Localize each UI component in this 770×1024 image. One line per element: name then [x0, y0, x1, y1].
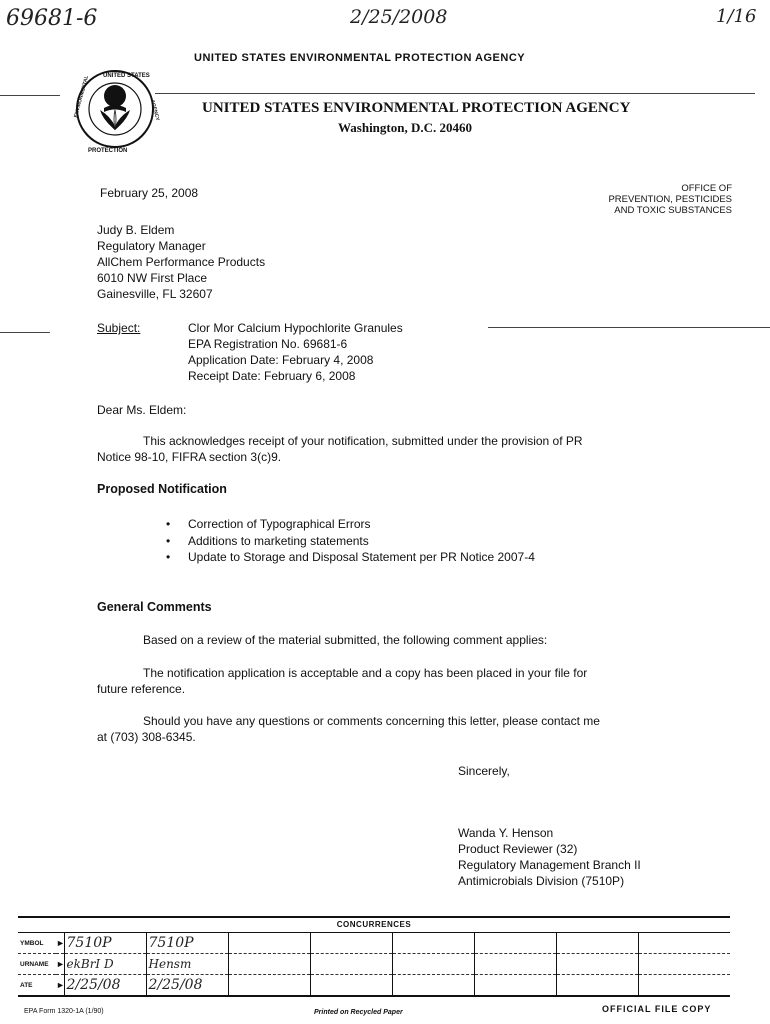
date-cell [228, 975, 310, 997]
scan-line [0, 332, 50, 333]
official-file-copy: OFFICIAL FILE COPY [602, 1004, 712, 1014]
concurrence-row-date [18, 975, 730, 997]
recipient-line: AllChem Performance Products [97, 255, 266, 269]
surname-cell [228, 954, 310, 975]
office-line: PREVENTION, PESTICIDES [608, 194, 732, 205]
concurrence-row-symbol [18, 933, 730, 954]
handwritten-date: 2/25/2008 [350, 6, 448, 28]
intro-line-continued: Notice 98-10, FIFRA section 3(c)9. [97, 450, 282, 464]
surname-cell [146, 954, 228, 975]
office-line: OFFICE OF [681, 183, 732, 194]
surname-cell [64, 954, 146, 975]
seal-text-top: UNITED STATES [103, 73, 150, 79]
office-line: AND TOXIC SUBSTANCES [614, 205, 732, 216]
general-comments-heading: General Comments [97, 600, 212, 614]
arrow-icon: ► [56, 933, 64, 954]
comment-paragraph-2-continued: future reference. [97, 682, 186, 696]
comment-paragraph-1: Based on a review of the material submitted, the following comment applies: [143, 633, 548, 647]
bullet-item: • Correction of Typographical Errors [166, 516, 535, 533]
date-value: 2/25/08 [148, 977, 203, 993]
recipient-line: Regulatory Manager [97, 239, 206, 253]
letterhead-city: Washington, D.C. 20460 [338, 120, 472, 135]
surname-cell [392, 954, 474, 975]
date-cell [310, 975, 392, 997]
letter-date: February 25, 2008 [100, 186, 199, 200]
seal-text-left: ENVIRONMENTAL [73, 75, 91, 119]
row-label-symbol: YMBOL [18, 933, 56, 954]
recycled-paper-note: Printed on Recycled Paper [314, 1009, 403, 1016]
closing: Sincerely, [458, 764, 510, 778]
recipient-line: Gainesville, FL 32607 [97, 287, 213, 301]
date-value: 2/25/08 [66, 977, 121, 993]
symbol-cell [64, 933, 146, 954]
symbol-cell [638, 933, 730, 954]
date-cell [64, 975, 146, 997]
signature-block [458, 825, 641, 889]
seal-text-right: AGENCY [149, 99, 161, 122]
symbol-cell [310, 933, 392, 954]
symbol-cell [146, 933, 228, 954]
arrow-icon: ► [56, 954, 64, 975]
scan-line [155, 93, 755, 94]
scan-line [0, 95, 60, 96]
scan-line [488, 327, 770, 328]
concurrences-title: CONCURRENCES [18, 916, 730, 933]
date-cell [638, 975, 730, 997]
subject-line: Receipt Date: February 6, 2008 [188, 369, 356, 383]
symbol-cell [556, 933, 638, 954]
surname-cell [474, 954, 556, 975]
concurrences-table [18, 916, 730, 997]
concurrence-row-surname [18, 954, 730, 975]
notification-bullet-list [166, 516, 535, 566]
date-cell [556, 975, 638, 997]
symbol-cell [228, 933, 310, 954]
surname-cell [638, 954, 730, 975]
seal-text-bottom: PROTECTION [88, 148, 128, 154]
proposed-notification-heading: Proposed Notification [97, 482, 227, 496]
surname-value: ekBrI D [66, 957, 114, 971]
epa-seal-logo [70, 64, 166, 154]
recipient-line: Judy B. Eldem [97, 223, 175, 237]
signature-line: Product Reviewer (32) [458, 842, 578, 856]
handwritten-file-number: 69681-6 [6, 6, 98, 31]
row-label-date: ATE [18, 975, 56, 997]
concurrences-grid [18, 933, 730, 997]
comment-paragraph-3-continued: at (703) 308-6345. [97, 730, 196, 744]
letterhead-title: UNITED STATES ENVIRONMENTAL PROTECTION AGENCY [202, 100, 631, 116]
surname-cell [556, 954, 638, 975]
subject-line: EPA Registration No. 69681-6 [188, 337, 348, 351]
date-cell [146, 975, 228, 997]
recipient-address [97, 222, 265, 302]
symbol-cell [474, 933, 556, 954]
intro-line: This acknowledges receipt of your notification, submitted under the provision of PR [143, 434, 583, 448]
surname-value: Hensm [148, 957, 192, 971]
symbol-value: 7510P [66, 935, 112, 951]
surname-cell [310, 954, 392, 975]
date-cell [474, 975, 556, 997]
comment-paragraph-3: Should you have any questions or comments concerning this letter, please contact me [143, 714, 600, 728]
office-block [608, 183, 732, 216]
handwritten-page: 1/16 [716, 6, 757, 27]
subject-block [188, 320, 403, 384]
top-agency-name: UNITED STATES ENVIRONMENTAL PROTECTION AGENCY [194, 52, 526, 64]
subject-line: Clor Mor Calcium Hypochlorite Granules [188, 321, 403, 335]
row-label-surname: URNAME [18, 954, 56, 975]
recipient-line: 6010 NW First Place [97, 271, 208, 285]
form-number: EPA Form 1320-1A (1/90) [24, 1008, 104, 1015]
signature-line: Regulatory Management Branch II [458, 858, 641, 872]
salutation: Dear Ms. Eldem: [97, 403, 187, 417]
date-cell [392, 975, 474, 997]
signature-line: Wanda Y. Henson [458, 826, 554, 840]
bullet-item: • Update to Storage and Disposal Statement per PR Notice 2007-4 [166, 549, 535, 566]
bullet-item: • Additions to marketing statements [166, 533, 535, 550]
symbol-cell [392, 933, 474, 954]
signature-line: Antimicrobials Division (7510P) [458, 874, 625, 888]
comment-paragraph-2: The notification application is acceptable and a copy has been placed in your file for [143, 666, 588, 680]
subject-label: Subject: [97, 321, 141, 335]
symbol-value: 7510P [148, 935, 194, 951]
arrow-icon: ► [56, 975, 64, 997]
subject-line: Application Date: February 4, 2008 [188, 353, 374, 367]
